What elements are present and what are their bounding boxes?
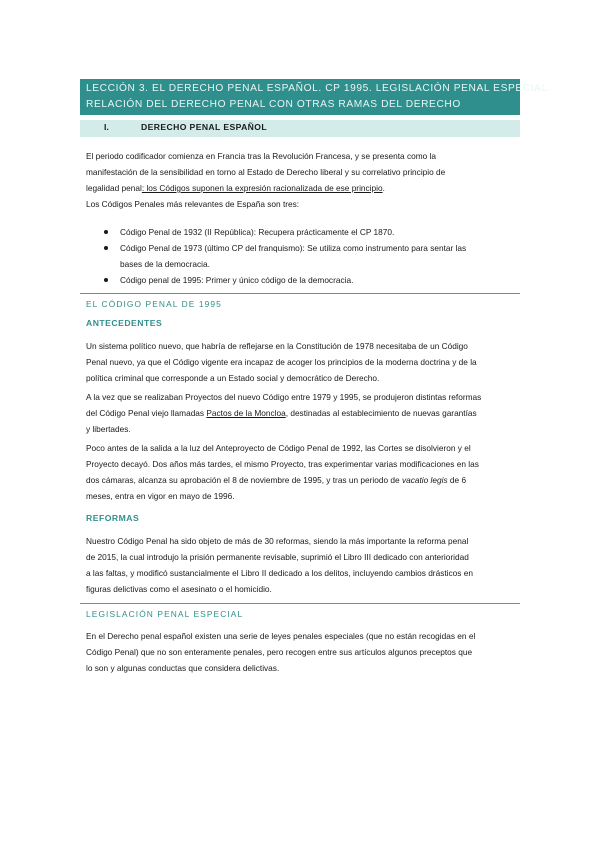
paragraph-line: Nuestro Código Penal ha sido objeto de más de 30 reformas, siendo la más importante la reforma penal	[86, 536, 469, 546]
bullet-icon	[104, 278, 108, 282]
underlined-text: : los Códigos suponen la expresión racionalizada de ese principio	[141, 183, 383, 193]
section-number: I.	[104, 122, 109, 132]
text-span: dos cámaras, alcanza su aprobación el 8 de noviembre de 1995, y tras un periodo de	[86, 475, 402, 485]
paragraph-antecedentes-3	[86, 440, 514, 504]
text-span: del Código Penal viejo llamadas	[86, 408, 207, 418]
paragraph-antecedentes-2	[86, 389, 514, 437]
text-span: legalidad penal	[86, 183, 142, 193]
bullet-icon	[104, 230, 108, 234]
paragraph-line: figuras delictivas como el asesinato o el homicidio.	[86, 584, 272, 594]
list-item	[104, 240, 518, 272]
paragraph-codificacion	[86, 148, 514, 196]
paragraph-line: El periodo codificador comienza en Francia tras la Revolución Francesa, y se presenta como la	[86, 151, 437, 161]
paragraph-codigos-relevantes	[86, 196, 514, 212]
paragraph-line: Código Penal) que no son enteramente penales, pero recogen entre sus artículos algunos preceptos que	[86, 647, 473, 657]
paragraph-line: política criminal que corresponde a un Estado social y democrático de Derecho.	[86, 373, 380, 383]
paragraph-line: de 2015, la cual introdujo la prisión permanente revisable, suprimió el Libro III dedicado con anterioridad	[86, 552, 469, 562]
section-divider	[80, 293, 520, 294]
list-item-text: Código Penal de 1932 (II República): Recupera prácticamente el CP 1870.	[120, 227, 395, 237]
paragraph-line: manifestación de la sensibilidad en torno al Estado de Derecho liberal y su correlativo principio de	[86, 167, 446, 177]
list-item	[104, 224, 518, 240]
text-span: .	[382, 183, 385, 193]
list-item	[104, 272, 518, 288]
paragraph-line: a las faltas, y modificó sustancialmente el Libro II dedicado a los delitos, incluyendo cambios drásticos en	[86, 568, 473, 578]
paragraph-antecedentes-1	[86, 338, 514, 386]
heading-antecedentes: ANTECEDENTES	[86, 318, 163, 328]
italic-text: vacatio legis	[401, 475, 448, 485]
paragraph-line: y libertades.	[86, 424, 131, 434]
paragraph-line	[86, 180, 514, 196]
text-span: de 6	[447, 475, 467, 485]
list-item-text: bases de la democracia.	[120, 259, 210, 269]
lesson-title-line-1: LECCIÓN 3. EL DERECHO PENAL ESPAÑOL. CP 1995. LEGISLACIÓN PENAL ESPECIAL.	[86, 83, 552, 94]
paragraph-legislacion-especial	[86, 628, 514, 676]
lesson-title-line-2: RELACIÓN DEL DERECHO PENAL CON OTRAS RAMAS DEL DERECHO	[86, 99, 461, 110]
list-item-text: Código penal de 1995: Primer y único código de la democracia.	[120, 275, 354, 285]
paragraph-line: En el Derecho penal español existen una serie de leyes penales especiales (que no están recogidas en el	[86, 631, 476, 641]
paragraph-line: A la vez que se realizaban Proyectos del nuevo Código entre 1979 y 1995, se produjeron distintas reformas	[86, 392, 482, 402]
paragraph-line: Proyecto decayó. Dos años más tardes, el mismo Proyecto, tras experimentar varias modificaciones en las	[86, 459, 479, 469]
paragraph-line: Penal nuevo, ya que el Código vigente era incapaz de acoger los principios de la moderna doctrina y de la	[86, 357, 477, 367]
underlined-text: Pactos de la Moncloa	[206, 408, 286, 418]
paragraph-line: Los Códigos Penales más relevantes de España son tres:	[86, 199, 300, 209]
bullet-icon	[104, 246, 108, 250]
section-divider	[80, 603, 520, 604]
heading-codigo-penal-1995: EL CÓDIGO PENAL DE 1995	[86, 299, 222, 309]
text-span: , destinadas al establecimiento de nuevas garantías	[285, 408, 477, 418]
heading-reformas: REFORMAS	[86, 513, 140, 523]
paragraph-line	[86, 405, 514, 421]
paragraph-reformas	[86, 533, 514, 597]
bullet-list	[104, 224, 518, 288]
paragraph-line: lo son y algunas conductas que considera delictivas.	[86, 663, 280, 673]
paragraph-line	[86, 472, 514, 488]
section-title: DERECHO PENAL ESPAÑOL	[141, 122, 268, 132]
lesson-title-box	[80, 79, 552, 115]
paragraph-line: meses, entra en vigor en mayo de 1996.	[86, 491, 235, 501]
paragraph-line: Poco antes de la salida a la luz del Anteproyecto de Código Penal de 1992, las Cortes se disolvieron y el	[86, 443, 471, 453]
list-item-text: Código Penal de 1973 (último CP del franquismo): Se utiliza como instrumento para sentar las	[120, 243, 467, 253]
heading-legislacion-penal-especial: LEGISLACIÓN PENAL ESPECIAL	[86, 609, 244, 619]
paragraph-line: Un sistema político nuevo, que habría de reflejarse en la Constitución de 1978 necesitaba de un Código	[86, 341, 468, 351]
